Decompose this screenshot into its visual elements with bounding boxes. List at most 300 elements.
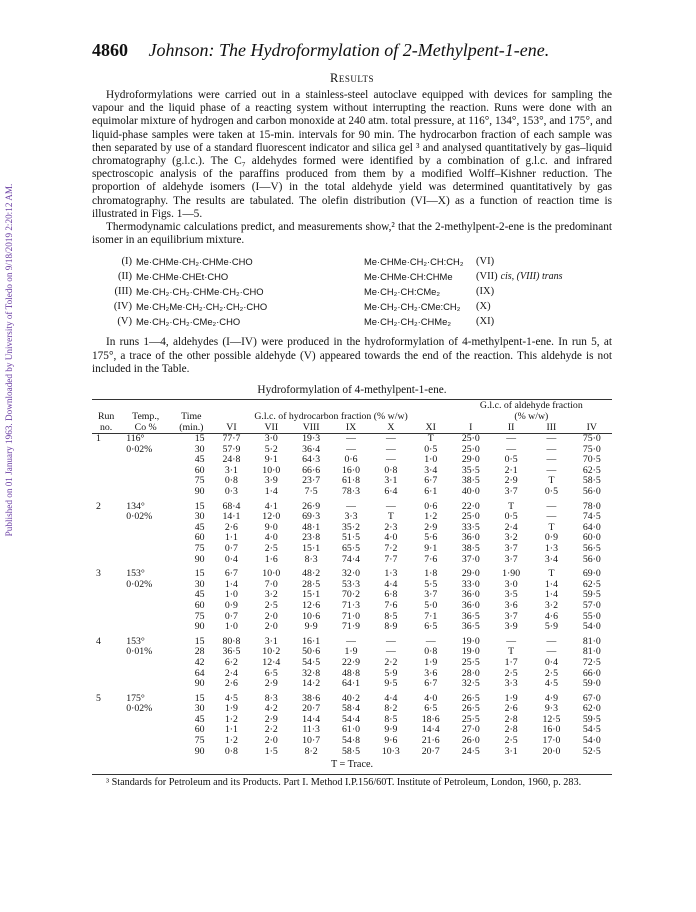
- table-cell: 6·8: [384, 589, 398, 601]
- table-cell: T: [427, 433, 434, 445]
- table-cell: 9·9: [304, 621, 318, 633]
- table-cell: 64·0: [582, 521, 601, 533]
- table-cell: 1·2: [224, 735, 238, 747]
- aldehyde-group-unit: (% w/w): [514, 411, 549, 423]
- table-cell: 0·8: [224, 475, 238, 487]
- table-cell: 14·4: [302, 713, 321, 725]
- table-cell: 3·9: [264, 475, 278, 487]
- footnote-rule: [92, 774, 612, 775]
- table-cell: 19·0: [461, 635, 480, 647]
- table-cell: 71·9: [342, 621, 360, 633]
- table-cell: 14·1: [222, 511, 241, 523]
- table-cell: 10·2: [262, 646, 281, 658]
- formula-structure: Me·CHMe·CH₂·CH:CH₂: [364, 256, 464, 268]
- formula-label: (III): [114, 286, 132, 298]
- table-cell: 2·5: [544, 667, 558, 679]
- table-cell: 74·5: [582, 511, 601, 523]
- table-cell: 9·1: [264, 454, 278, 466]
- table-cell: 78·0: [582, 500, 601, 512]
- table-cell: [92, 736, 120, 747]
- table-cell: 2·9: [264, 678, 278, 690]
- table-cell: 0·5: [424, 443, 438, 455]
- table-cell: 4·5: [224, 692, 238, 704]
- formula-row: [364, 286, 563, 297]
- col-vii-header: VII: [251, 422, 291, 434]
- table-cell: 10·3: [381, 745, 400, 757]
- table-cell: 3·2: [264, 589, 278, 601]
- table-cell: 16·0: [542, 724, 561, 736]
- table-cell: 45: [194, 713, 205, 725]
- table-cell: [120, 715, 171, 726]
- table-cell: 29·0: [461, 454, 480, 466]
- table-cell: T: [508, 646, 515, 658]
- table-cell: 15: [194, 635, 205, 647]
- table-cell: [120, 669, 171, 680]
- table-cell: 12·4: [262, 656, 281, 668]
- formula-label: (VII): [476, 271, 498, 283]
- table-row: [92, 544, 612, 555]
- table-cell: [92, 725, 120, 736]
- table-cell: 60·0: [582, 532, 601, 544]
- table-cell: 66·6: [302, 464, 321, 476]
- table-cell: 8·5: [384, 713, 398, 725]
- results-table: [92, 399, 612, 757]
- table-cell: 75·0: [582, 443, 601, 455]
- table-cell: —: [385, 443, 396, 455]
- table-cell: [92, 590, 120, 601]
- table-cell: 57·9: [222, 443, 241, 455]
- table-cell: 8·3: [264, 692, 278, 704]
- col-iii-header: III: [531, 422, 571, 434]
- table-cell: 4·1: [264, 500, 278, 512]
- table-cell: 53·3: [342, 578, 360, 590]
- table-cell: 66·0: [582, 667, 601, 679]
- formula-row: [364, 301, 563, 312]
- table-cell: 62·5: [582, 464, 601, 476]
- table-cell: [120, 455, 171, 466]
- table-cell: 10·0: [262, 464, 281, 476]
- table-cell: 3·7: [504, 610, 518, 622]
- table-cell: 2·1: [504, 464, 518, 476]
- table-cell: 1·0: [424, 454, 438, 466]
- table-cell: 0·4: [544, 656, 558, 668]
- table-cell: 7·7: [384, 553, 398, 565]
- table-cell: 15·1: [302, 589, 321, 601]
- table-cell: 3·2: [504, 532, 518, 544]
- formula-label: (V): [117, 316, 132, 328]
- table-cell: 81·0: [582, 635, 601, 647]
- table-cell: [120, 658, 171, 669]
- table-cell: 5·2: [264, 443, 278, 455]
- table-cell: 59·5: [582, 589, 601, 601]
- table-cell: 2·6: [224, 678, 238, 690]
- table-cell: 15: [194, 500, 205, 512]
- table-cell: 26·5: [461, 692, 480, 704]
- table-cell: 36·5: [222, 646, 241, 658]
- table-cell: 11·3: [302, 724, 320, 736]
- table-cell: [92, 647, 120, 658]
- table-cell: 23·8: [302, 532, 321, 544]
- table-cell: 59·5: [582, 713, 601, 725]
- table-cell: [92, 555, 120, 566]
- table-cell: 3·5: [504, 589, 518, 601]
- table-cell: 1·9: [424, 656, 438, 668]
- run-number: 5: [96, 692, 101, 704]
- table-cell: 19·3: [302, 433, 321, 445]
- table-cell: 12·0: [262, 511, 281, 523]
- table-cell: 78·3: [342, 486, 360, 498]
- table-cell: —: [506, 433, 517, 445]
- table-cell: 15: [194, 433, 205, 445]
- table-cell: 75: [194, 475, 205, 487]
- table-cell: [120, 466, 171, 477]
- table-cell: 3·7: [504, 486, 518, 498]
- table-cell: 15: [194, 568, 205, 580]
- table-cell: 57·0: [582, 599, 601, 611]
- table-cell: [92, 747, 120, 758]
- table-row: [92, 434, 612, 445]
- table-cell: 9·9: [384, 724, 398, 736]
- table-cell: 0·8: [224, 745, 238, 757]
- table-row: [92, 498, 612, 513]
- table-cell: [120, 476, 171, 487]
- table-cell: 2·5: [504, 735, 518, 747]
- hydrocarbon-formulas: [364, 256, 563, 327]
- table-cell: —: [506, 443, 517, 455]
- run-temperature: 175°: [126, 692, 145, 704]
- footnote: ³ Standards for Petroleum and its Products. Part I. Method I.P.156/60T. Institute of Petroleum, London, 1960, p. 283.: [106, 777, 582, 789]
- table-cell: 36·0: [461, 599, 480, 611]
- table-cell: 6·1: [424, 486, 438, 498]
- table-cell: 65·5: [342, 542, 360, 554]
- table-cell: 0·8: [384, 464, 398, 476]
- formula-structure: Me·CH₂·CH₂·CHMe₂: [364, 316, 451, 328]
- run-temperature: 116°: [126, 433, 145, 445]
- table-cell: —: [346, 433, 356, 445]
- table-cell: —: [385, 454, 396, 466]
- table-cell: 1·1: [224, 724, 238, 736]
- table-cell: 35·5: [461, 464, 480, 476]
- table-cell: 2·3: [384, 521, 398, 533]
- table-cell: 54·4: [342, 713, 360, 725]
- table-cell: [120, 544, 171, 555]
- table-cell: 28·0: [461, 667, 480, 679]
- table-cell: [92, 679, 120, 690]
- col-i-header: I: [451, 422, 491, 434]
- table-cell: 3·1: [504, 745, 518, 757]
- table-cell: 2·2: [384, 656, 398, 668]
- table-cell: 42: [194, 656, 205, 668]
- table-cell: 90: [194, 553, 205, 565]
- table-cell: 26·0: [461, 735, 480, 747]
- table-cell: 1·3: [384, 568, 398, 580]
- table-cell: 9·6: [384, 735, 398, 747]
- table-cell: 7·2: [384, 542, 398, 554]
- table-cell: [92, 715, 120, 726]
- table-cell: 36·0: [461, 532, 480, 544]
- table-cell: 20·7: [302, 703, 321, 715]
- table-cell: 3·4: [544, 553, 558, 565]
- col-viii-header: VIII: [291, 422, 331, 434]
- table-cell: 3·3: [344, 511, 358, 523]
- table-cell: —: [346, 500, 356, 512]
- table-cell: 36·5: [461, 610, 480, 622]
- col-co-sub: Co %: [120, 422, 171, 434]
- table-cell: 8·2: [304, 745, 318, 757]
- table-cell: 2·9: [424, 521, 438, 533]
- table-cell: 5·0: [424, 599, 438, 611]
- table-cell: 64·3: [302, 454, 321, 466]
- table-cell: 71·0: [342, 610, 360, 622]
- table-cell: 33·5: [461, 521, 480, 533]
- table-cell: 54·5: [302, 656, 321, 668]
- table-cell: [120, 736, 171, 747]
- paragraph-aldehydes: In runs 1—4, aldehydes (I—IV) were produced in the hydroformylation of 4-methylpent-1-ene. In run 5, at 175°, a trace of the other possible aldehyde (V) appeared towards the end of the reaction. This aldehyde is not included in the Table.: [92, 336, 612, 375]
- table-cell: 25·5: [461, 713, 480, 725]
- table-cell: [120, 487, 171, 498]
- table-cell: 0·3: [224, 486, 238, 498]
- col-time-header: Time: [181, 411, 202, 423]
- table-cell: 20·7: [421, 745, 440, 757]
- table-cell: 75: [194, 610, 205, 622]
- table-cell: 61·8: [342, 475, 360, 487]
- table-cell: 37·0: [461, 553, 480, 565]
- table-cell: —: [385, 635, 396, 647]
- table-cell: 56·0: [582, 553, 601, 565]
- table-title: Hydroformylation of 4-methylpent-1-ene.: [257, 384, 447, 397]
- table-cell: 16·1: [302, 635, 321, 647]
- table-cell: 56·5: [582, 542, 601, 554]
- table-cell: 75: [194, 542, 205, 554]
- table-cell: 90: [194, 486, 205, 498]
- formula-label: (IV): [113, 301, 132, 313]
- run-number: 2: [96, 500, 101, 512]
- table-cell: 6·5: [264, 667, 278, 679]
- table-cell: 1·2: [224, 713, 238, 725]
- table-cell: 19·0: [461, 646, 480, 658]
- table-cell: 3·0: [264, 433, 278, 445]
- table-cell: 4·0: [384, 532, 398, 544]
- table-cell: 2·8: [504, 713, 518, 725]
- table-cell: 2·0: [264, 735, 278, 747]
- table-cell: 45: [194, 521, 205, 533]
- table-cell: 45: [194, 454, 205, 466]
- formula-label: (VI): [476, 256, 495, 268]
- table-cell: 70·5: [582, 454, 601, 466]
- run-co-content: 0·02%: [126, 703, 153, 715]
- table-cell: 30: [194, 443, 205, 455]
- hydrocarbon-group-header: G.l.c. of hydrocarbon fraction (% w/w): [254, 411, 408, 423]
- formula-structure: Me·CH₂Me·CH₂·CH₂·CH₂·CHO: [136, 301, 268, 313]
- run-number: 1: [96, 433, 101, 445]
- table-cell: 7·1: [424, 610, 438, 622]
- table-cell: 1·0: [224, 621, 238, 633]
- table-cell: 7·5: [304, 486, 318, 498]
- table-cell: 1·7: [504, 656, 518, 668]
- table-cell: 23·7: [302, 475, 321, 487]
- table-row: [92, 622, 612, 633]
- table-cell: [92, 704, 120, 715]
- table-cell: [120, 622, 171, 633]
- table-cell: [92, 476, 120, 487]
- table-cell: 2·6: [504, 703, 518, 715]
- table-cell: 0·9: [544, 532, 558, 544]
- table-cell: 1·1: [224, 532, 238, 544]
- table-cell: —: [546, 635, 557, 647]
- table-cell: 32·0: [342, 568, 360, 580]
- table-cell: [92, 612, 120, 623]
- table-cell: —: [346, 635, 356, 647]
- table-cell: 22·9: [342, 656, 360, 668]
- table-cell: 1·2: [424, 511, 438, 523]
- run-co-content: 0·02%: [126, 443, 153, 455]
- table-cell: 14·4: [421, 724, 440, 736]
- table-row: [92, 555, 612, 566]
- table-cell: [120, 523, 171, 534]
- table-cell: [120, 747, 171, 758]
- table-cell: 8·2: [384, 703, 398, 715]
- table-cell: 3·7: [424, 589, 438, 601]
- table-cell: 1·0: [224, 589, 238, 601]
- formula-structure: Me·CH₂·CH₂·CHMe·CH₂·CHO: [136, 286, 264, 298]
- formula-structure: Me·CHMe·CH:CHMe: [364, 271, 453, 283]
- table-cell: 28: [194, 646, 205, 658]
- table-cell: 1·4: [224, 578, 238, 590]
- formula-label: (II): [118, 271, 132, 283]
- formula-label: (XI): [476, 316, 495, 328]
- table-cell: 8·9: [384, 621, 398, 633]
- table-cell: 26·9: [302, 500, 321, 512]
- table-cell: 24·8: [222, 454, 241, 466]
- table-cell: 33·0: [461, 578, 480, 590]
- formula-structure: Me·CHMe·CHEt·CHO: [136, 271, 229, 283]
- table-cell: 62·0: [582, 703, 601, 715]
- formula-label: (X): [476, 301, 491, 313]
- formula-label: (IX): [476, 286, 495, 298]
- table-cell: [120, 555, 171, 566]
- formula-row: [100, 316, 350, 327]
- table-cell: 0·5: [504, 454, 518, 466]
- table-cell: —: [385, 433, 396, 445]
- table-cell: [92, 533, 120, 544]
- table-cell: [92, 512, 120, 523]
- table-cell: 3·3: [504, 678, 518, 690]
- table-cell: 60: [194, 532, 205, 544]
- table-cell: 5·9: [384, 667, 398, 679]
- table-cell: 74·4: [342, 553, 360, 565]
- table-cell: —: [546, 443, 557, 455]
- table-cell: 9·5: [384, 678, 398, 690]
- table-cell: [92, 445, 120, 456]
- table-cell: 24·5: [461, 745, 480, 757]
- table-cell: 2·5: [264, 599, 278, 611]
- structure-formulas: [100, 256, 612, 327]
- table-cell: 20·0: [542, 745, 561, 757]
- table-cell: 3·1: [224, 464, 238, 476]
- table-cell: 4·0: [424, 692, 438, 704]
- table-cell: 62·5: [582, 578, 601, 590]
- col-run-sub: no.: [92, 422, 120, 434]
- table-cell: 0·9: [224, 599, 238, 611]
- run-number: 3: [96, 568, 101, 580]
- table-cell: 60: [194, 464, 205, 476]
- table-cell: 12·5: [542, 713, 561, 725]
- table-cell: 0·7: [224, 610, 238, 622]
- table-cell: 36·4: [302, 443, 321, 455]
- table-cell: 36·5: [461, 621, 480, 633]
- table-cell: —: [546, 433, 557, 445]
- table-cell: [92, 544, 120, 555]
- table-cell: 0·7: [224, 542, 238, 554]
- table-cell: 54·0: [582, 735, 601, 747]
- table-cell: 4·4: [384, 578, 398, 590]
- table-cell: 25·5: [461, 656, 480, 668]
- table-cell: 75: [194, 735, 205, 747]
- formula-label: (I): [121, 256, 132, 268]
- table-cell: 38·5: [461, 542, 480, 554]
- table-cell: 0·4: [224, 553, 238, 565]
- aldehyde-formulas: [100, 256, 350, 327]
- col-ii-header: II: [491, 422, 531, 434]
- table-cell: T: [548, 568, 555, 580]
- table-cell: 2·6: [224, 521, 238, 533]
- table-cell: 64·1: [342, 678, 360, 690]
- table-cell: [92, 622, 120, 633]
- table-cell: 61·0: [342, 724, 360, 736]
- table-cell: 1·8: [424, 568, 438, 580]
- table-row: [92, 658, 612, 669]
- paragraph-thermodynamics: Thermodynamic calculations predict, and measurements show,² that the 2-methylpent-2-ene is the predominant isomer in an equilibrium mixture.: [92, 221, 612, 247]
- table-cell: [92, 601, 120, 612]
- table-cell: 38·5: [461, 475, 480, 487]
- table-cell: 38·6: [302, 692, 321, 704]
- table-cell: T: [508, 500, 515, 512]
- table-cell: 81·0: [582, 646, 601, 658]
- table-cell: —: [346, 443, 356, 455]
- table-cell: 10·7: [302, 735, 321, 747]
- table-cell: 3·9: [504, 621, 518, 633]
- table-cell: 60: [194, 599, 205, 611]
- table-cell: 3·7: [504, 553, 518, 565]
- table-cell: 3·2: [544, 599, 558, 611]
- table-cell: [120, 533, 171, 544]
- table-cell: 2·0: [264, 621, 278, 633]
- table-cell: [92, 455, 120, 466]
- table-cell: 90: [194, 745, 205, 757]
- table-cell: 58·5: [582, 475, 601, 487]
- table-cell: —: [546, 511, 557, 523]
- table-cell: 48·2: [302, 568, 321, 580]
- table-cell: 1·9: [224, 703, 238, 715]
- formula-row: [364, 316, 563, 327]
- table-cell: 75·0: [582, 433, 601, 445]
- table-cell: 12·6: [302, 599, 321, 611]
- run-number: 4: [96, 635, 101, 647]
- table-cell: 54·5: [582, 724, 601, 736]
- table-cell: 52·5: [582, 745, 601, 757]
- table-cell: 90: [194, 678, 205, 690]
- table-cell: 51·5: [342, 532, 360, 544]
- table-cell: [120, 725, 171, 736]
- table-row: [92, 633, 612, 648]
- table-cell: 40·2: [342, 692, 360, 704]
- table-cell: 1·6: [264, 553, 278, 565]
- table-cell: 15·1: [302, 542, 321, 554]
- table-cell: 59·0: [582, 678, 601, 690]
- formula-row: [100, 301, 350, 312]
- table-row: [92, 690, 612, 705]
- table-cell: 0·5: [544, 486, 558, 498]
